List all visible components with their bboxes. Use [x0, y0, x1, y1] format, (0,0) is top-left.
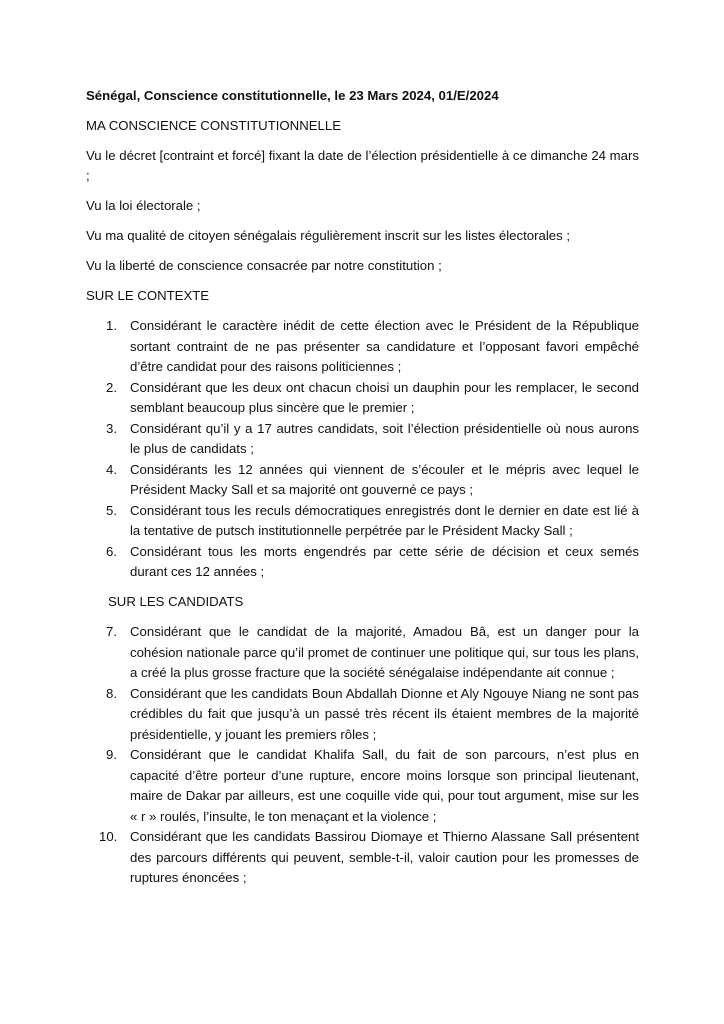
list-item	[86, 316, 639, 378]
preamble-citizen: Vu ma qualité de citoyen sénégalais régulièrement inscrit sur les listes électorales ;	[86, 228, 571, 243]
list-item-number: 6.	[106, 543, 117, 559]
list-item	[86, 460, 639, 501]
list-item-text: Considérant tous les morts engendrés par cette série de décision et ceux semés durant ces 12 années ;	[130, 543, 639, 579]
document-header: Sénégal, Conscience constitutionnelle, le 23 Mars 2024, 01/E/2024	[86, 88, 499, 103]
list-item-number: 4.	[106, 461, 117, 477]
list-item	[86, 501, 639, 542]
list-item	[86, 827, 639, 889]
list-item-number: 3.	[106, 420, 117, 436]
list-item-text: Considérant que le candidat Khalifa Sall, du fait de son parcours, n’est plus en capacité d’être porteur d’une rupture, encore moins lorsque son principal lieutenant, maire de Dakar par ailleurs, est une coquille vide qui, pour tout argument, mise sur les « r » roulés, l’insulte, le ton menaçant et la violence ;	[130, 747, 639, 824]
list-item-number: 1.	[106, 318, 117, 333]
candidates-list	[86, 622, 639, 889]
list-item-text: Considérant le caractère inédit de cette élection avec le Président de la République sortant contraint de ne pas présenter sa candidature et l’opposant favori empêché d’être candidat pour des raisons politiciennes ;	[130, 318, 639, 374]
list-item-text: Considérant que les candidats Boun Abdallah Dionne et Aly Ngouye Niang ne sont pas crédibles du fait que jusqu’à un passé très récent ils étaient membres de la majorité présidentielle, y jouant les premiers rôles ;	[130, 685, 639, 742]
list-item	[86, 378, 639, 419]
document-title: MA CONSCIENCE CONSTITUTIONNELLE	[86, 117, 341, 133]
document-page	[86, 86, 639, 898]
list-item-text: Considérant que les deux ont chacun choisi un dauphin pour les remplacer, le second semblant beaucoup plus sincère que le premier ;	[130, 379, 639, 415]
list-item	[86, 684, 639, 746]
list-item	[86, 622, 639, 684]
list-item-text: Considérant qu’il y a 17 autres candidats, soit l’élection présidentielle où nous aurons le plus de candidats ;	[130, 420, 639, 456]
list-item-number: 5.	[106, 502, 117, 518]
preamble-electoral-law: Vu la loi électorale ;	[86, 198, 201, 213]
list-item-text: Considérant que le candidat de la majorité, Amadou Bâ, est un danger pour la cohésion nationale parce qu’il promet de continuer une politique qui, sur tous les plans, a créé la plus grosse fracture que la société sénégalaise indépendante ait connue ;	[130, 624, 639, 680]
list-item-number: 9.	[106, 747, 117, 762]
list-item	[86, 542, 639, 583]
preamble-decree: Vu le décret [contraint et forcé] fixant la date de l’élection présidentielle à ce dimanche 24 mars ;	[86, 147, 639, 183]
list-item-number: 10.	[99, 829, 118, 844]
list-item-text: Considérants les 12 années qui viennent de s’écouler et le mépris avec lequel le Président Macky Sall et sa majorité ont gouverné ce pays ;	[130, 461, 639, 497]
list-item	[86, 419, 639, 460]
context-list	[86, 316, 639, 583]
preamble-conscience: Vu la liberté de conscience consacrée par notre constitution ;	[86, 258, 442, 273]
list-item-text: Considérant tous les reculs démocratiques enregistrés dont le dernier en date est lié à la tentative de putsch institutionnelle perpétrée par le Président Macky Sall ;	[130, 502, 639, 538]
list-item	[86, 745, 639, 827]
list-item-number: 7.	[106, 624, 117, 639]
list-item-number: 8.	[106, 685, 117, 701]
section-heading-context: SUR LE CONTEXTE	[86, 288, 210, 303]
section-heading-candidates: SUR LES CANDIDATS	[108, 594, 244, 609]
list-item-text: Considérant que les candidats Bassirou Diomaye et Thierno Alassane Sall présentent des parcours différents qui peuvent, semble-t-il, valoir caution pour les promesses de ruptures énoncées ;	[130, 829, 639, 885]
list-item-number: 2.	[106, 379, 117, 395]
